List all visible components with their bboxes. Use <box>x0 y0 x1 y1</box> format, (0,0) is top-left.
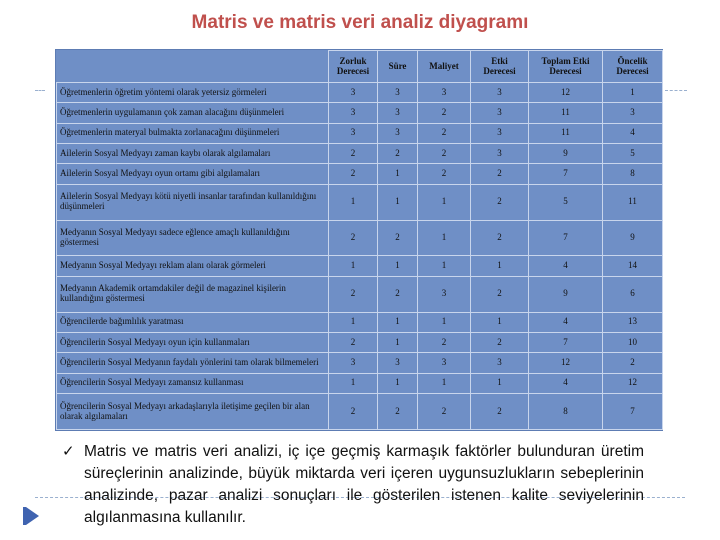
cell-value: 6 <box>603 276 663 312</box>
cell-value: 3 <box>471 123 529 143</box>
cell-value: 2 <box>329 394 378 430</box>
row-label: Medyanın Sosyal Medyayı reklam alanı olarak görmeleri <box>57 256 329 276</box>
row-label: Ailelerin Sosyal Medyayı zaman kaybı olarak algılamaları <box>57 143 329 163</box>
cell-value: 2 <box>471 394 529 430</box>
row-label: Öğrencilerde bağımlılık yaratması <box>57 312 329 332</box>
cell-value: 2 <box>471 276 529 312</box>
header-blank <box>57 51 329 83</box>
cell-value: 2 <box>418 143 471 163</box>
cell-value: 1 <box>471 373 529 393</box>
header-toplam: Toplam Etki Derecesi <box>529 51 603 83</box>
cell-value: 2 <box>418 164 471 184</box>
matrix-table-container <box>55 49 663 431</box>
cell-value: 2 <box>329 164 378 184</box>
cell-value: 1 <box>329 373 378 393</box>
bullet-paragraph <box>62 441 644 529</box>
cell-value: 3 <box>378 83 418 103</box>
cell-value: 3 <box>471 83 529 103</box>
cell-value: 3 <box>329 353 378 373</box>
cell-value: 9 <box>529 276 603 312</box>
cell-value: 1 <box>471 312 529 332</box>
cell-value: 3 <box>329 103 378 123</box>
cell-value: 14 <box>603 256 663 276</box>
cell-value: 2 <box>471 164 529 184</box>
cell-value: 3 <box>471 103 529 123</box>
cell-value: 4 <box>603 123 663 143</box>
header-maliyet: Maliyet <box>418 51 471 83</box>
cell-value: 3 <box>378 103 418 123</box>
cell-value: 7 <box>603 394 663 430</box>
row-label: Öğretmenlerin uygulamanın çok zaman alacağını düşünmeleri <box>57 103 329 123</box>
cell-value: 2 <box>471 184 529 220</box>
cell-value: 1 <box>378 256 418 276</box>
table-row <box>57 256 663 276</box>
cell-value: 1 <box>418 373 471 393</box>
table-row <box>57 276 663 312</box>
table-row <box>57 353 663 373</box>
row-label: Ailelerin Sosyal Medyayı oyun ortamı gibi algılamaları <box>57 164 329 184</box>
table-row <box>57 220 663 256</box>
cell-value: 1 <box>418 184 471 220</box>
cell-value: 1 <box>378 164 418 184</box>
cell-value: 2 <box>378 394 418 430</box>
header-oncelik: Öncelik Derecesi <box>603 51 663 83</box>
cell-value: 4 <box>529 256 603 276</box>
cell-value: 1 <box>378 373 418 393</box>
slide-title: Matris ve matris veri analiz diyagramı <box>191 12 529 33</box>
table-row <box>57 312 663 332</box>
table-row <box>57 143 663 163</box>
cell-value: 2 <box>329 276 378 312</box>
cell-value: 4 <box>529 373 603 393</box>
header-sure: Süre <box>378 51 418 83</box>
header-zorluk: Zorluk Derecesi <box>329 51 378 83</box>
divider-left <box>35 90 45 91</box>
cell-value: 3 <box>471 353 529 373</box>
cell-value: 12 <box>529 353 603 373</box>
cell-value: 3 <box>471 143 529 163</box>
divider-right <box>665 90 687 91</box>
cell-value: 11 <box>529 103 603 123</box>
cell-value: 1 <box>329 184 378 220</box>
cell-value: 1 <box>418 220 471 256</box>
cell-value: 5 <box>603 143 663 163</box>
cell-value: 3 <box>329 83 378 103</box>
cell-value: 8 <box>529 394 603 430</box>
cell-value: 2 <box>471 220 529 256</box>
cell-value: 1 <box>418 256 471 276</box>
table-row <box>57 394 663 430</box>
table-row <box>57 164 663 184</box>
table-row <box>57 333 663 353</box>
table-row <box>57 103 663 123</box>
next-arrow-icon <box>26 507 39 525</box>
cell-value: 1 <box>471 256 529 276</box>
cell-value: 1 <box>329 312 378 332</box>
cell-value: 1 <box>378 333 418 353</box>
cell-value: 7 <box>529 220 603 256</box>
cell-value: 3 <box>418 276 471 312</box>
cell-value: 1 <box>603 83 663 103</box>
cell-value: 3 <box>378 353 418 373</box>
table-row <box>57 184 663 220</box>
cell-value: 11 <box>603 184 663 220</box>
table-header-row <box>57 51 663 83</box>
cell-value: 3 <box>329 123 378 143</box>
cell-value: 3 <box>378 123 418 143</box>
cell-value: 12 <box>529 83 603 103</box>
cell-value: 3 <box>603 103 663 123</box>
cell-value: 11 <box>529 123 603 143</box>
row-label: Öğrencilerin Sosyal Medyanın faydalı yönlerini tam olarak bilmemeleri <box>57 353 329 373</box>
cell-value: 3 <box>418 353 471 373</box>
table-row <box>57 123 663 143</box>
cell-value: 4 <box>529 312 603 332</box>
cell-value: 2 <box>378 143 418 163</box>
row-label: Öğrencilerin Sosyal Medyayı arkadaşlarıyla iletişime geçilen bir alan olarak algılamaları <box>57 394 329 430</box>
row-label: Medyanın Akademik ortamdakiler değil de magazinel kişilerin kullandığını göstermesi <box>57 276 329 312</box>
cell-value: 2 <box>329 143 378 163</box>
header-etki: Etki Derecesi <box>471 51 529 83</box>
cell-value: 1 <box>329 256 378 276</box>
cell-value: 5 <box>529 184 603 220</box>
cell-value: 2 <box>418 394 471 430</box>
row-label: Ailelerin Sosyal Medyayı kötü niyetli insanlar tarafından kullanıldığını düşünmeleri <box>57 184 329 220</box>
row-label: Öğretmenlerin öğretim yöntemi olarak yetersiz görmeleri <box>57 83 329 103</box>
cell-value: 1 <box>378 184 418 220</box>
cell-value: 7 <box>529 164 603 184</box>
cell-value: 2 <box>329 333 378 353</box>
row-label: Medyanın Sosyal Medyayı sadece eğlence amaçlı kullanıldığını göstermesi <box>57 220 329 256</box>
cell-value: 13 <box>603 312 663 332</box>
cell-value: 9 <box>603 220 663 256</box>
cell-value: 2 <box>603 353 663 373</box>
row-label: Öğrencilerin Sosyal Medyayı oyun için kullanmaları <box>57 333 329 353</box>
cell-value: 2 <box>378 220 418 256</box>
cell-value: 2 <box>378 276 418 312</box>
cell-value: 2 <box>418 123 471 143</box>
cell-value: 10 <box>603 333 663 353</box>
matrix-table <box>56 50 663 430</box>
cell-value: 9 <box>529 143 603 163</box>
cell-value: 2 <box>418 103 471 123</box>
cell-value: 1 <box>378 312 418 332</box>
cell-value: 2 <box>471 333 529 353</box>
cell-value: 3 <box>418 83 471 103</box>
table-row <box>57 373 663 393</box>
cell-value: 7 <box>529 333 603 353</box>
cell-value: 8 <box>603 164 663 184</box>
check-icon: ✓ <box>62 443 75 460</box>
cell-value: 2 <box>418 333 471 353</box>
cell-value: 12 <box>603 373 663 393</box>
cell-value: 1 <box>418 312 471 332</box>
cell-value: 2 <box>329 220 378 256</box>
row-label: Öğretmenlerin materyal bulmakta zorlanacağını düşünmeleri <box>57 123 329 143</box>
table-row <box>57 83 663 103</box>
bullet-text: Matris ve matris veri analizi, iç içe geçmiş karmaşık faktörler bulunduran üretim süreçlerinin analizinde, büyük miktarda veri içeren uygunsuzlukların sebeplerinin analizinde, pazar analizi sonuçları ile gösterilen istenen kalite seviyelerinin algılanmasına kullanılır. <box>84 443 644 526</box>
row-label: Öğrencilerin Sosyal Medyayı zamansız kullanması <box>57 373 329 393</box>
